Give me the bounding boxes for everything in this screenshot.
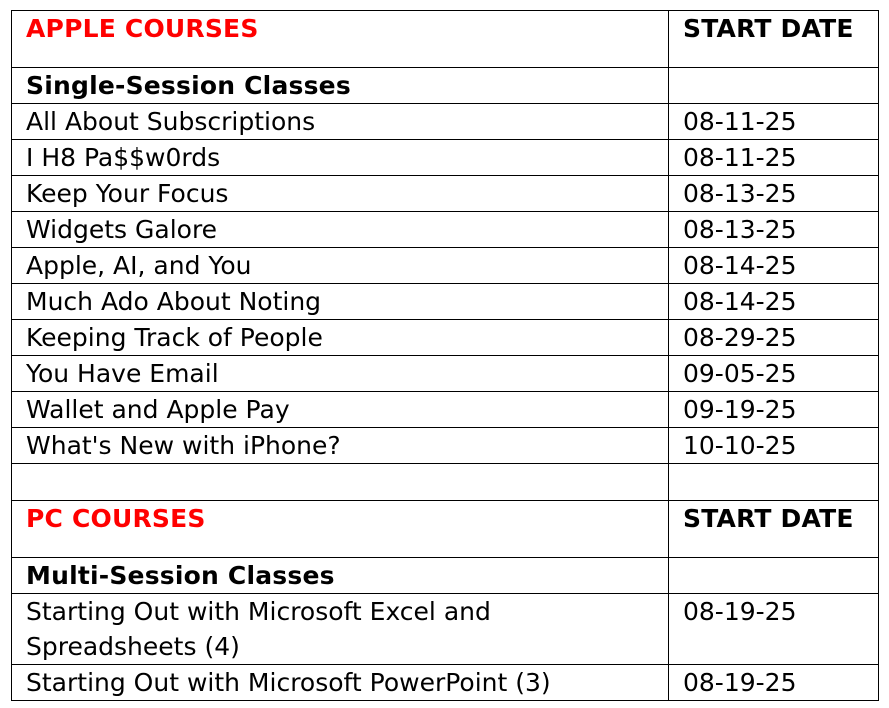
section-subheading: Single-Session Classes xyxy=(12,68,669,104)
subheading-row xyxy=(12,68,879,104)
course-date: 09-19-25 xyxy=(669,392,879,428)
course-name: Keeping Track of People xyxy=(12,320,669,356)
table-row xyxy=(12,428,879,464)
course-date: 08-11-25 xyxy=(669,104,879,140)
table-row xyxy=(12,392,879,428)
date-column-header: START DATE xyxy=(669,501,879,558)
course-schedule-table xyxy=(11,10,879,701)
empty-cell xyxy=(669,558,879,594)
course-name: Starting Out with Microsoft PowerPoint (3) xyxy=(12,665,669,701)
course-date: 08-14-25 xyxy=(669,248,879,284)
subheading-row xyxy=(12,558,879,594)
table-row xyxy=(12,356,879,392)
course-date: 08-13-25 xyxy=(669,176,879,212)
course-date: 08-13-25 xyxy=(669,212,879,248)
table-row xyxy=(12,320,879,356)
course-name: Starting Out with Microsoft Excel and Spreadsheets (4) xyxy=(12,594,669,665)
course-name: Keep Your Focus xyxy=(12,176,669,212)
spacer-row xyxy=(12,464,879,501)
section-header-row xyxy=(12,501,879,558)
table-row xyxy=(12,140,879,176)
table-row xyxy=(12,284,879,320)
table-row xyxy=(12,176,879,212)
date-column-header: START DATE xyxy=(669,11,879,68)
table-row xyxy=(12,248,879,284)
course-date: 09-05-25 xyxy=(669,356,879,392)
course-name: I H8 Pa$$w0rds xyxy=(12,140,669,176)
table-row xyxy=(12,665,879,701)
course-date: 10-10-25 xyxy=(669,428,879,464)
course-name: Widgets Galore xyxy=(12,212,669,248)
section-title: PC COURSES xyxy=(12,501,669,558)
course-date: 08-11-25 xyxy=(669,140,879,176)
empty-cell xyxy=(669,464,879,501)
course-name: Much Ado About Noting xyxy=(12,284,669,320)
course-date: 08-19-25 xyxy=(669,594,879,665)
section-title: APPLE COURSES xyxy=(12,11,669,68)
table-row xyxy=(12,104,879,140)
course-name: Apple, AI, and You xyxy=(12,248,669,284)
section-subheading: Multi-Session Classes xyxy=(12,558,669,594)
course-date: 08-19-25 xyxy=(669,665,879,701)
empty-cell xyxy=(12,464,669,501)
table-row xyxy=(12,594,879,665)
section-header-row xyxy=(12,11,879,68)
course-date: 08-29-25 xyxy=(669,320,879,356)
course-name: You Have Email xyxy=(12,356,669,392)
course-date: 08-14-25 xyxy=(669,284,879,320)
course-name: What's New with iPhone? xyxy=(12,428,669,464)
table-row xyxy=(12,212,879,248)
course-name: Wallet and Apple Pay xyxy=(12,392,669,428)
course-name: All About Subscriptions xyxy=(12,104,669,140)
empty-cell xyxy=(669,68,879,104)
